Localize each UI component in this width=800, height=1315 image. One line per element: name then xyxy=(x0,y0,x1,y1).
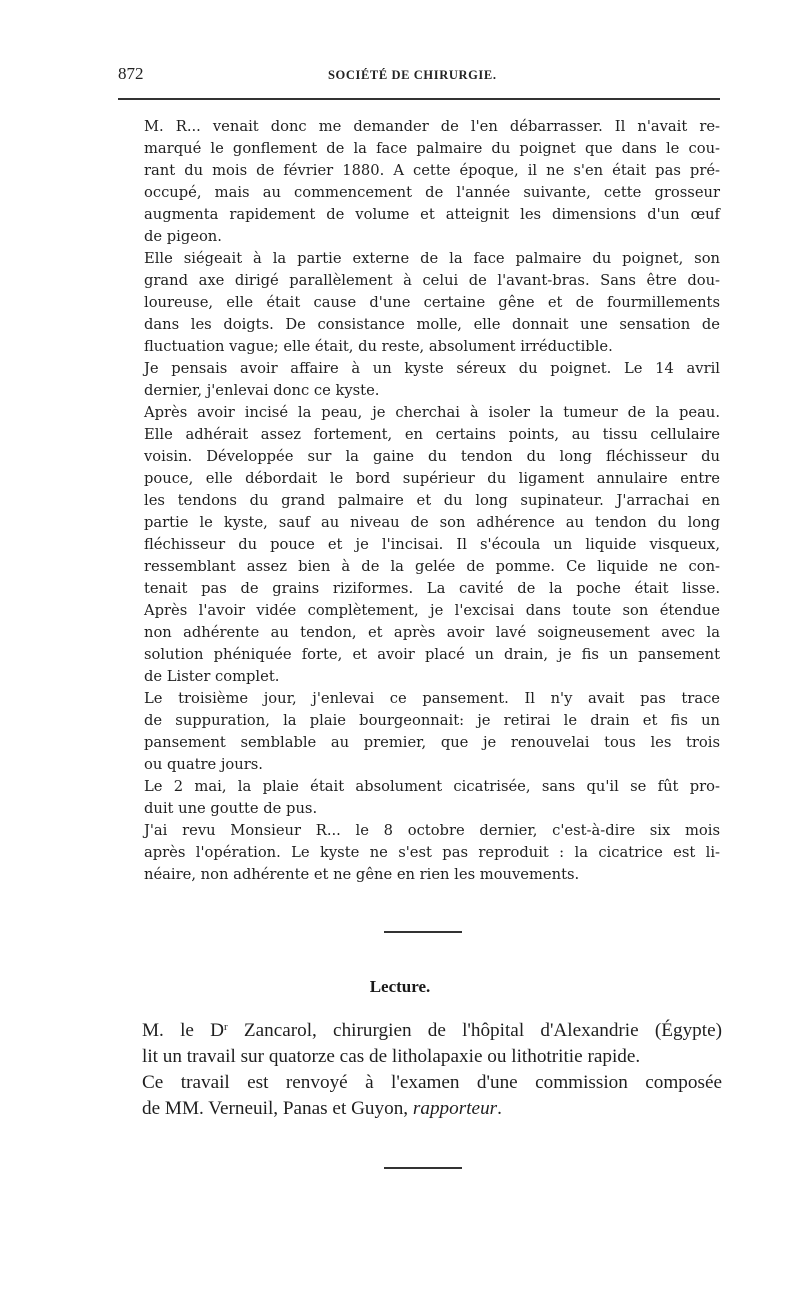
text-line: tenait pas de grains riziformes. La cavité de la poche était lisse. xyxy=(144,580,720,597)
text-line: Je pensais avoir affaire à un kyste séreux du poignet. Le 14 avril xyxy=(144,360,720,377)
text-line: Elle siégeait à la partie externe de la face palmaire du poignet, son xyxy=(144,250,720,267)
text-line: dans les doigts. De consistance molle, elle donnait une sensation de xyxy=(144,316,720,333)
lecture-text xyxy=(120,1018,722,1122)
section-title: Lecture. xyxy=(369,977,431,996)
paragraph xyxy=(120,820,720,886)
text-line: M. le $D^r$ Zancarol, chirurgien de l'hôpital d'Alexandrie (Égypte) xyxy=(142,1020,722,1041)
paragraph xyxy=(120,358,720,402)
text-line: loureuse, elle était cause d'une certaine gêne et de fourmillements xyxy=(144,294,720,311)
text-line: solution phéniquée forte, et avoir placé un drain, je fis un pansement xyxy=(144,646,720,663)
text-line: partie le kyste, sauf au niveau de son adhérence au tendon du long xyxy=(144,514,720,531)
text-line: de suppuration, la plaie bourgeonnait: je retirai le drain et fis un xyxy=(144,712,720,729)
superscript: r xyxy=(223,1021,228,1033)
text-line: voisin. Développée sur la gaine du tendon du long fléchisseur du xyxy=(144,448,720,465)
text-line: M. R... venait donc me demander de l'en débarrasser. Il n'avait re- xyxy=(144,118,720,135)
section-divider xyxy=(384,931,462,933)
page-header xyxy=(118,64,720,98)
text-line: grand axe dirigé parallèlement à celui de l'avant-bras. Sans être dou- xyxy=(144,272,720,289)
paragraph xyxy=(120,116,720,248)
paragraph xyxy=(120,688,720,776)
end-divider xyxy=(384,1167,462,1169)
text-line: fluctuation vague; elle était, du reste, absolument irréductible. xyxy=(144,338,613,355)
text-line: après l'opération. Le kyste ne s'est pas reproduit : la cicatrice est li- xyxy=(144,844,720,861)
text-line: ou quatre jours. xyxy=(144,756,263,773)
text-line: de pigeon. xyxy=(144,228,222,245)
text-line: dernier, j'enlevai donc ce kyste. xyxy=(144,382,380,399)
text-line: pansement semblable au premier, que je renouvelai tous les trois xyxy=(144,734,720,751)
text-line: marqué le gonflement de la face palmaire du poignet que dans le cou- xyxy=(144,140,720,157)
text-line: ressemblant assez bien à de la gelée de pomme. Ce liquide ne con- xyxy=(144,558,720,575)
text-line: augmenta rapidement de volume et atteignit les dimensions d'un œuf xyxy=(144,206,720,223)
page-number: 872 xyxy=(118,64,144,83)
text-line: fléchisseur du pouce et je l'incisai. Il s'écoula un liquide visqueux, xyxy=(144,536,720,553)
text-line: Le 2 mai, la plaie était absolument cicatrisée, sans qu'il se fût pro- xyxy=(144,778,720,795)
text-line: les tendons du grand palmaire et du long supinateur. J'arrachai en xyxy=(144,492,720,509)
text-line: Après l'avoir vidée complètement, je l'excisai dans toute son étendue xyxy=(144,602,720,619)
text-line: de MM. Verneuil, Panas et Guyon, rapporteur. xyxy=(142,1098,502,1119)
text-line: pouce, elle débordait le bord supérieur du ligament annulaire entre xyxy=(144,470,720,487)
text-line: Le troisième jour, j'enlevai ce pansement. Il n'y avait pas trace xyxy=(144,690,720,707)
text-line: J'ai revu Monsieur R... le 8 octobre dernier, c'est-à-dire six mois xyxy=(144,822,720,839)
text-line: néaire, non adhérente et ne gêne en rien les mouvements. xyxy=(144,866,580,883)
text-line: occupé, mais au commencement de l'année suivante, cette grosseur xyxy=(144,184,720,201)
text-line: Ce travail est renvoyé à l'examen d'une commission composée xyxy=(142,1072,722,1093)
running-head: SOCIÉTÉ DE CHIRURGIE. xyxy=(328,68,497,82)
text-line: Après avoir incisé la peau, je cherchai à isoler la tumeur de la peau. xyxy=(144,404,720,421)
body-text xyxy=(120,116,720,886)
paragraph xyxy=(120,248,720,358)
text-line: rant du mois de février 1880. A cette époque, il ne s'en était pas pré- xyxy=(144,162,720,179)
text-line: de Lister complet. xyxy=(144,668,280,685)
text-line: lit un travail sur quatorze cas de litholapaxie ou lithotritie rapide. xyxy=(142,1046,641,1067)
header-rule xyxy=(118,98,720,100)
text-line: duit une goutte de pus. xyxy=(144,800,318,817)
text-line: non adhérente au tendon, et après avoir lavé soigneusement avec la xyxy=(144,624,720,641)
emphasis: rapporteur xyxy=(412,1098,498,1119)
paragraph xyxy=(120,1070,722,1122)
paragraph xyxy=(120,402,720,688)
paragraph xyxy=(120,1018,722,1070)
text-line: Elle adhérait assez fortement, en certains points, au tissu cellulaire xyxy=(144,426,720,443)
paragraph xyxy=(120,776,720,820)
